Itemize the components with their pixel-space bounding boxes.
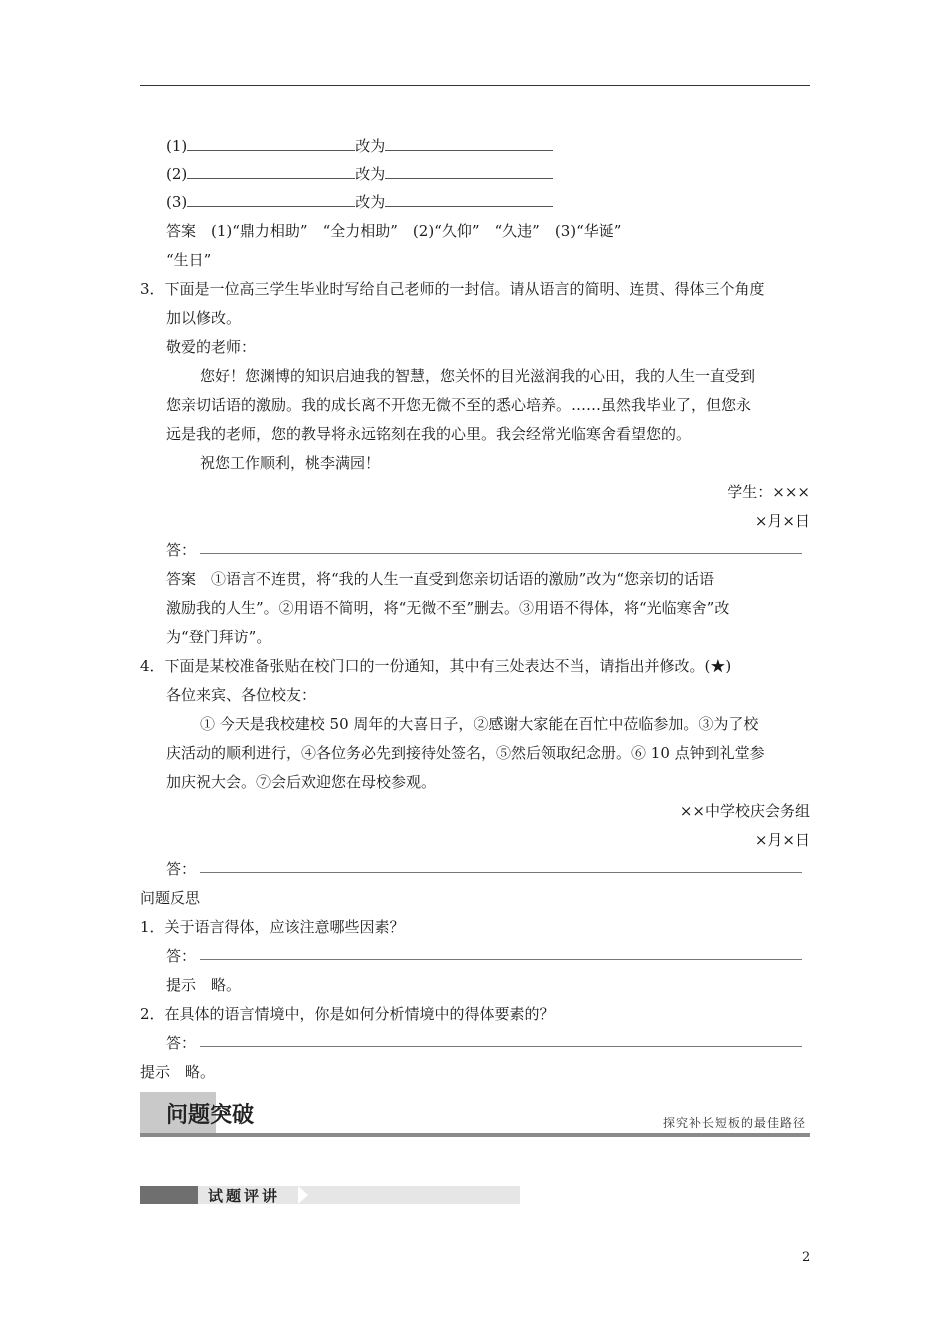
- header-rule: [140, 85, 810, 86]
- q2-answer-line-2: “生日”: [166, 251, 212, 269]
- chevron-right-icon: [298, 1186, 308, 1204]
- notice-signature: ××中学校庆会务组: [679, 802, 810, 820]
- q4-stem: 4．下面是某校准备张贴在校门口的一份通知，其中有三处表达不当，请指出并修改。(★): [140, 657, 732, 675]
- letter-body-line-1: 您好！您渊博的知识启迪我的智慧，您关怀的目光滋润我的心田，我的人生一直受到: [200, 367, 756, 385]
- sub-section-title: 试题评讲: [208, 1187, 281, 1205]
- blank: [385, 136, 553, 151]
- answer-input-line[interactable]: [200, 959, 802, 960]
- reflection-question-2: 2．在具体的语言情境中，你是如何分析情境中的得体要素的？: [140, 1005, 555, 1023]
- answer-label: 答：: [166, 860, 197, 878]
- letter-body-line-2: 您亲切话语的激励。我的成长离不开您无微不至的悉心培养。……虽然我毕业了，但您永: [166, 396, 752, 414]
- q3-stem-line-2: 加以修改。: [166, 309, 242, 327]
- sub-section-banner: [140, 1186, 520, 1204]
- fill-line-number: (1): [166, 137, 188, 155]
- section-title: 问题突破: [166, 1103, 255, 1128]
- answer-label: 答：: [166, 947, 197, 965]
- fill-line-3: [166, 192, 553, 212]
- letter-body-line-3: 远是我的老师，您的教导将永远铭刻在我的心里。我会经常光临寒舍看望您的。: [166, 425, 692, 443]
- q3-stem-line-1: 3．下面是一位高三学生毕业时写给自己老师的一封信。请从语言的简明、连贯、得体三个角度: [140, 280, 765, 298]
- q3-answer-line-1: 答案 ①语言不连贯，将“我的人生一直受到您亲切话语的激励”改为“您亲切的话语: [166, 570, 715, 588]
- fill-line-1: [166, 136, 553, 156]
- notice-date: ×月×日: [754, 831, 810, 849]
- fill-line-number: (2): [166, 165, 188, 183]
- letter-signature: 学生：×××: [727, 483, 810, 501]
- notice-body-line-2: 庆活动的顺利进行，④各位务必先到接待处签名，⑤然后领取纪念册。⑥ 10 点钟到礼堂参: [166, 744, 765, 762]
- answer-label: 答：: [166, 541, 197, 559]
- sub-banner-block: [140, 1186, 198, 1204]
- letter-date: ×月×日: [754, 512, 810, 530]
- answer-input-line[interactable]: [200, 553, 802, 554]
- reflection-hint-1: 提示 略。: [166, 976, 242, 994]
- q3-answer-line-3: 为“登门拜访”。: [166, 628, 272, 646]
- fill-line-2: [166, 164, 553, 184]
- notice-body-line-3: 加庆祝大会。⑦会后欢迎您在母校参观。: [166, 773, 437, 791]
- q3-answer-line-2: 激励我的人生”。②用语不简明，将“无微不至”删去。③用语不得体，将“光临寒舍”改: [166, 599, 730, 617]
- answer-input-line[interactable]: [200, 872, 802, 873]
- blank: [187, 136, 355, 151]
- letter-wish: 祝您工作顺利，桃李满园！: [200, 454, 381, 472]
- section-banner: [140, 1092, 810, 1138]
- answer-label: 答：: [166, 1034, 197, 1052]
- notice-body-line-1: ① 今天是我校建校 50 周年的大喜日子，②感谢大家能在百忙中莅临参加。③为了校: [200, 715, 759, 733]
- letter-salutation: 敬爱的老师：: [166, 338, 257, 356]
- fill-line-number: (3): [166, 193, 188, 211]
- fill-line-connector: 改为: [355, 193, 386, 211]
- blank: [187, 164, 355, 179]
- reflection-heading: 问题反思: [140, 889, 201, 907]
- answer-input-line[interactable]: [200, 1046, 802, 1047]
- blank: [187, 192, 355, 207]
- fill-line-connector: 改为: [355, 137, 386, 155]
- notice-salutation: 各位来宾、各位校友：: [166, 686, 317, 704]
- q2-answer-line-1: 答案 (1)“鼎力相助” “全力相助” (2)“久仰” “久违” (3)“华诞”: [166, 222, 622, 240]
- fill-line-connector: 改为: [355, 165, 386, 183]
- reflection-hint-2: 提示 略。: [140, 1063, 216, 1081]
- banner-underline: [140, 1133, 810, 1137]
- blank: [385, 192, 553, 207]
- blank: [385, 164, 553, 179]
- reflection-question-1: 1．关于语言得体，应该注意哪些因素？: [140, 918, 405, 936]
- page-number: 2: [802, 1250, 811, 1265]
- section-subtitle: 探究补长短板的最佳路径: [662, 1116, 806, 1130]
